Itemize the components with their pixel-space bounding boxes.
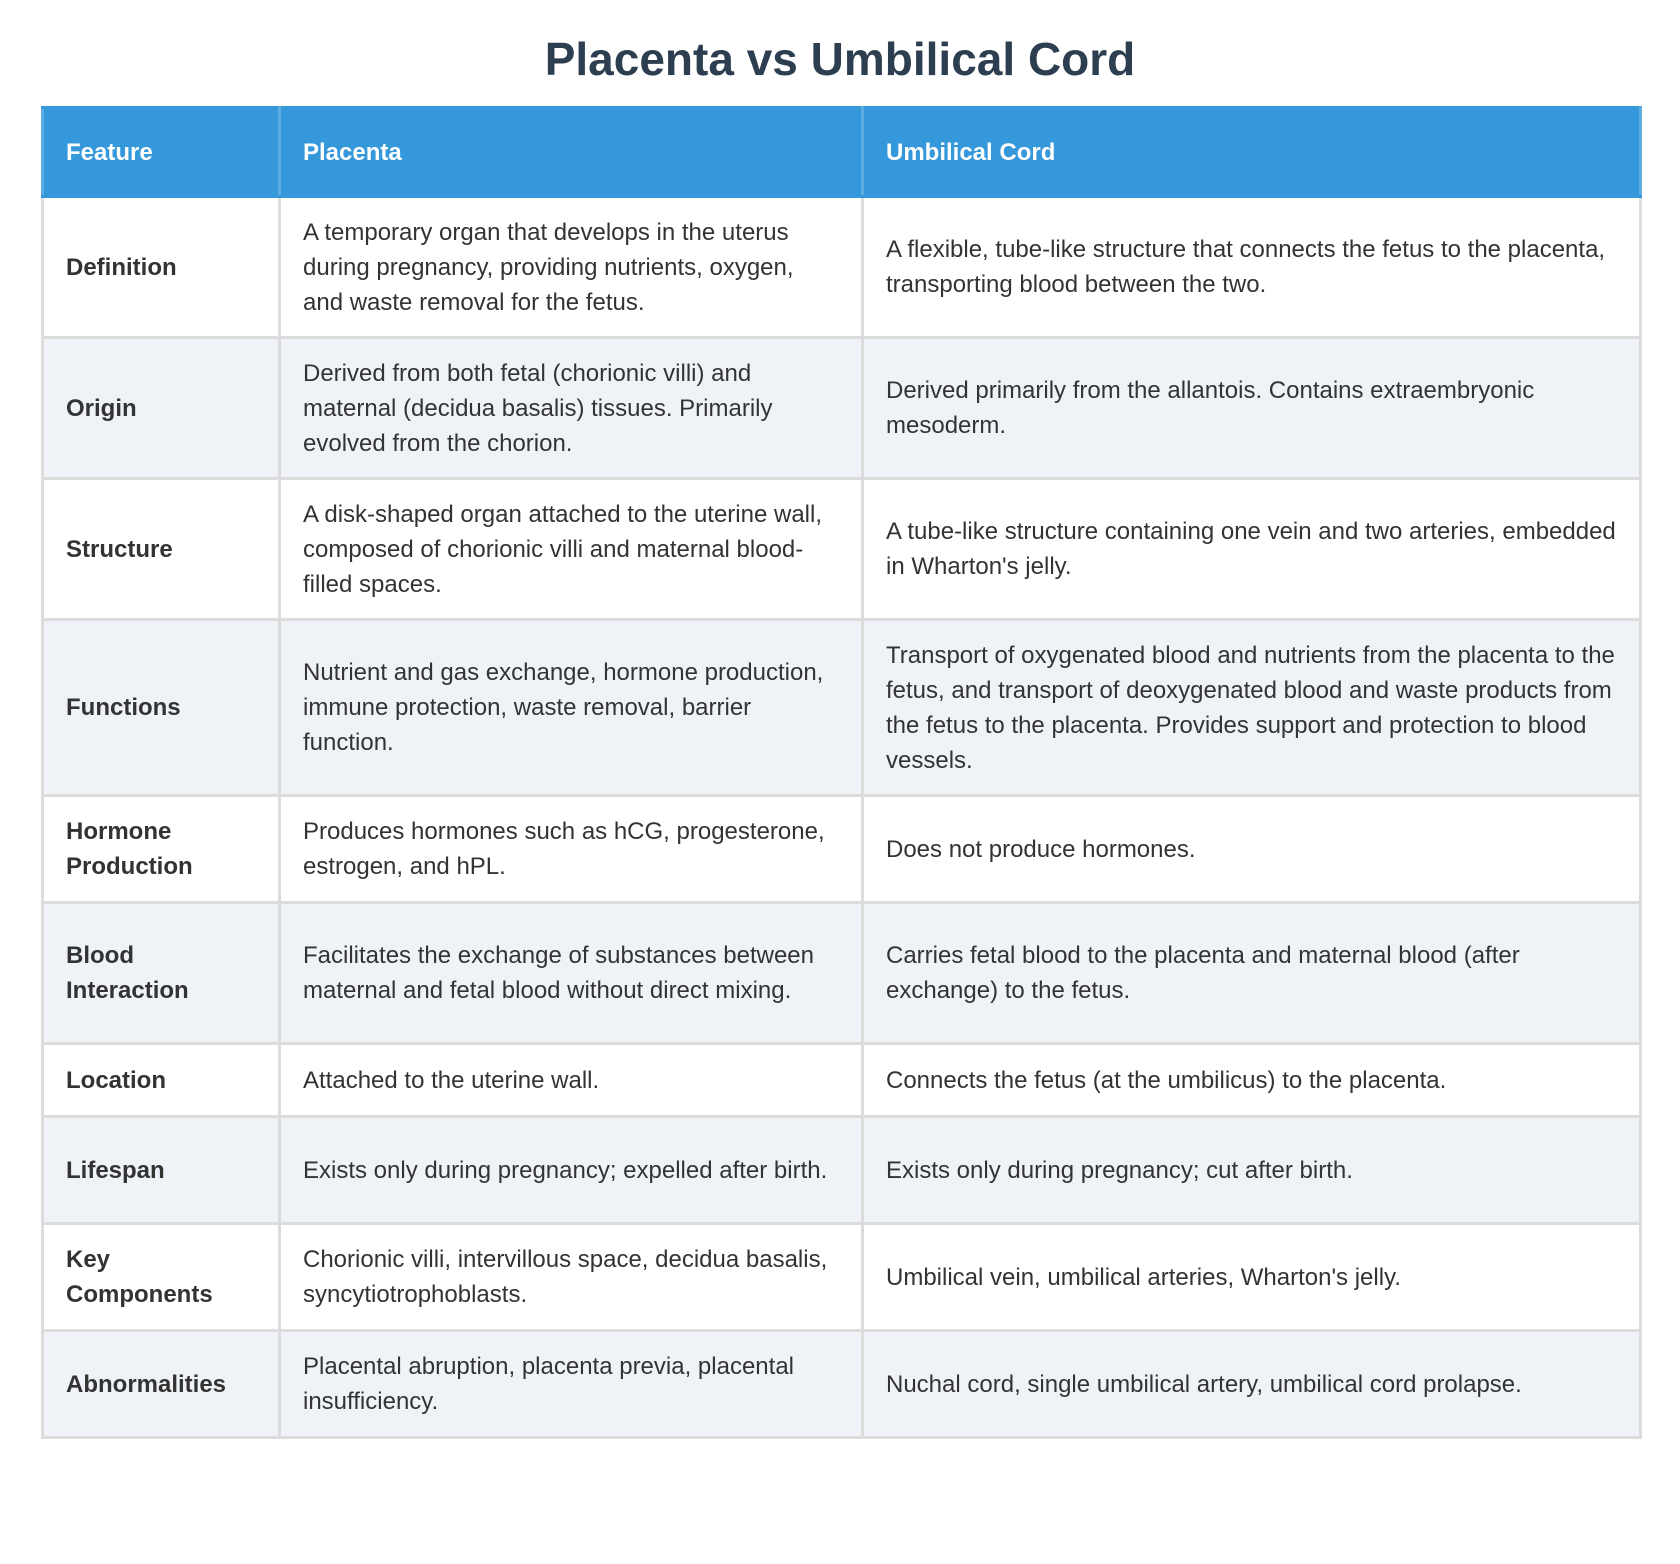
umbilical-cord-cell: Connects the fetus (at the umbilicus) to the placenta.	[863, 1044, 1641, 1117]
column-header-feature: Feature	[43, 108, 280, 197]
placenta-cell: Produces hormones such as hCG, progesterone, estrogen, and hPL.	[280, 796, 863, 903]
umbilical-cord-cell: Transport of oxygenated blood and nutrients from the placenta to the fetus, and transport of deoxygenated blood and waste products from the fetus to the placenta. Provides support and protection to blood vessels.	[863, 620, 1641, 796]
placenta-cell: A disk-shaped organ attached to the uterine wall, composed of chorionic villi and maternal blood-filled spaces.	[280, 479, 863, 620]
table-row	[43, 1331, 1641, 1438]
umbilical-cord-cell: Does not produce hormones.	[863, 796, 1641, 903]
placenta-cell: Placental abruption, placenta previa, placental insufficiency.	[280, 1331, 863, 1438]
table-row	[43, 1224, 1641, 1331]
feature-cell: Location	[43, 1044, 280, 1117]
table-row	[43, 620, 1641, 796]
table-row	[43, 1117, 1641, 1224]
umbilical-cord-cell: Nuchal cord, single umbilical artery, umbilical cord prolapse.	[863, 1331, 1641, 1438]
header-row	[43, 108, 1641, 197]
page-title: Placenta vs Umbilical Cord	[544, 33, 1136, 85]
feature-cell: Definition	[43, 197, 280, 338]
feature-cell: Origin	[43, 338, 280, 479]
table-row	[43, 338, 1641, 479]
feature-cell: Functions	[43, 620, 280, 796]
umbilical-cord-cell: Umbilical vein, umbilical arteries, Wharton's jelly.	[863, 1224, 1641, 1331]
table-row	[43, 1044, 1641, 1117]
umbilical-cord-cell: A flexible, tube-like structure that connects the fetus to the placenta, transporting blood between the two.	[863, 197, 1641, 338]
feature-cell: Blood Interaction	[43, 903, 280, 1044]
table-body	[43, 197, 1641, 1438]
umbilical-cord-cell: Exists only during pregnancy; cut after birth.	[863, 1117, 1641, 1224]
table-row	[43, 903, 1641, 1044]
placenta-cell: Attached to the uterine wall.	[280, 1044, 863, 1117]
feature-cell: Lifespan	[43, 1117, 280, 1224]
comparison-table	[41, 106, 1642, 1439]
table-row	[43, 197, 1641, 338]
placenta-cell: Exists only during pregnancy; expelled after birth.	[280, 1117, 863, 1224]
feature-cell: Abnormalities	[43, 1331, 280, 1438]
umbilical-cord-cell: Carries fetal blood to the placenta and maternal blood (after exchange) to the fetus.	[863, 903, 1641, 1044]
feature-cell: Key Components	[43, 1224, 280, 1331]
column-header-placenta: Placenta	[280, 108, 863, 197]
table-row	[43, 479, 1641, 620]
umbilical-cord-cell: Derived primarily from the allantois. Contains extraembryonic mesoderm.	[863, 338, 1641, 479]
feature-cell: Structure	[43, 479, 280, 620]
placenta-cell: A temporary organ that develops in the uterus during pregnancy, providing nutrients, oxygen, and waste removal for the fetus.	[280, 197, 863, 338]
table-header	[43, 108, 1641, 197]
column-header-umbilical-cord: Umbilical Cord	[863, 108, 1641, 197]
umbilical-cord-cell: A tube-like structure containing one vein and two arteries, embedded in Wharton's jelly.	[863, 479, 1641, 620]
placenta-cell: Derived from both fetal (chorionic villi) and maternal (decidua basalis) tissues. Primarily evolved from the chorion.	[280, 338, 863, 479]
placenta-cell: Chorionic villi, intervillous space, decidua basalis, syncytiotrophoblasts.	[280, 1224, 863, 1331]
placenta-cell: Nutrient and gas exchange, hormone production, immune protection, waste removal, barrier function.	[280, 620, 863, 796]
feature-cell: Hormone Production	[43, 796, 280, 903]
table-row	[43, 796, 1641, 903]
placenta-cell: Facilitates the exchange of substances between maternal and fetal blood without direct mixing.	[280, 903, 863, 1044]
